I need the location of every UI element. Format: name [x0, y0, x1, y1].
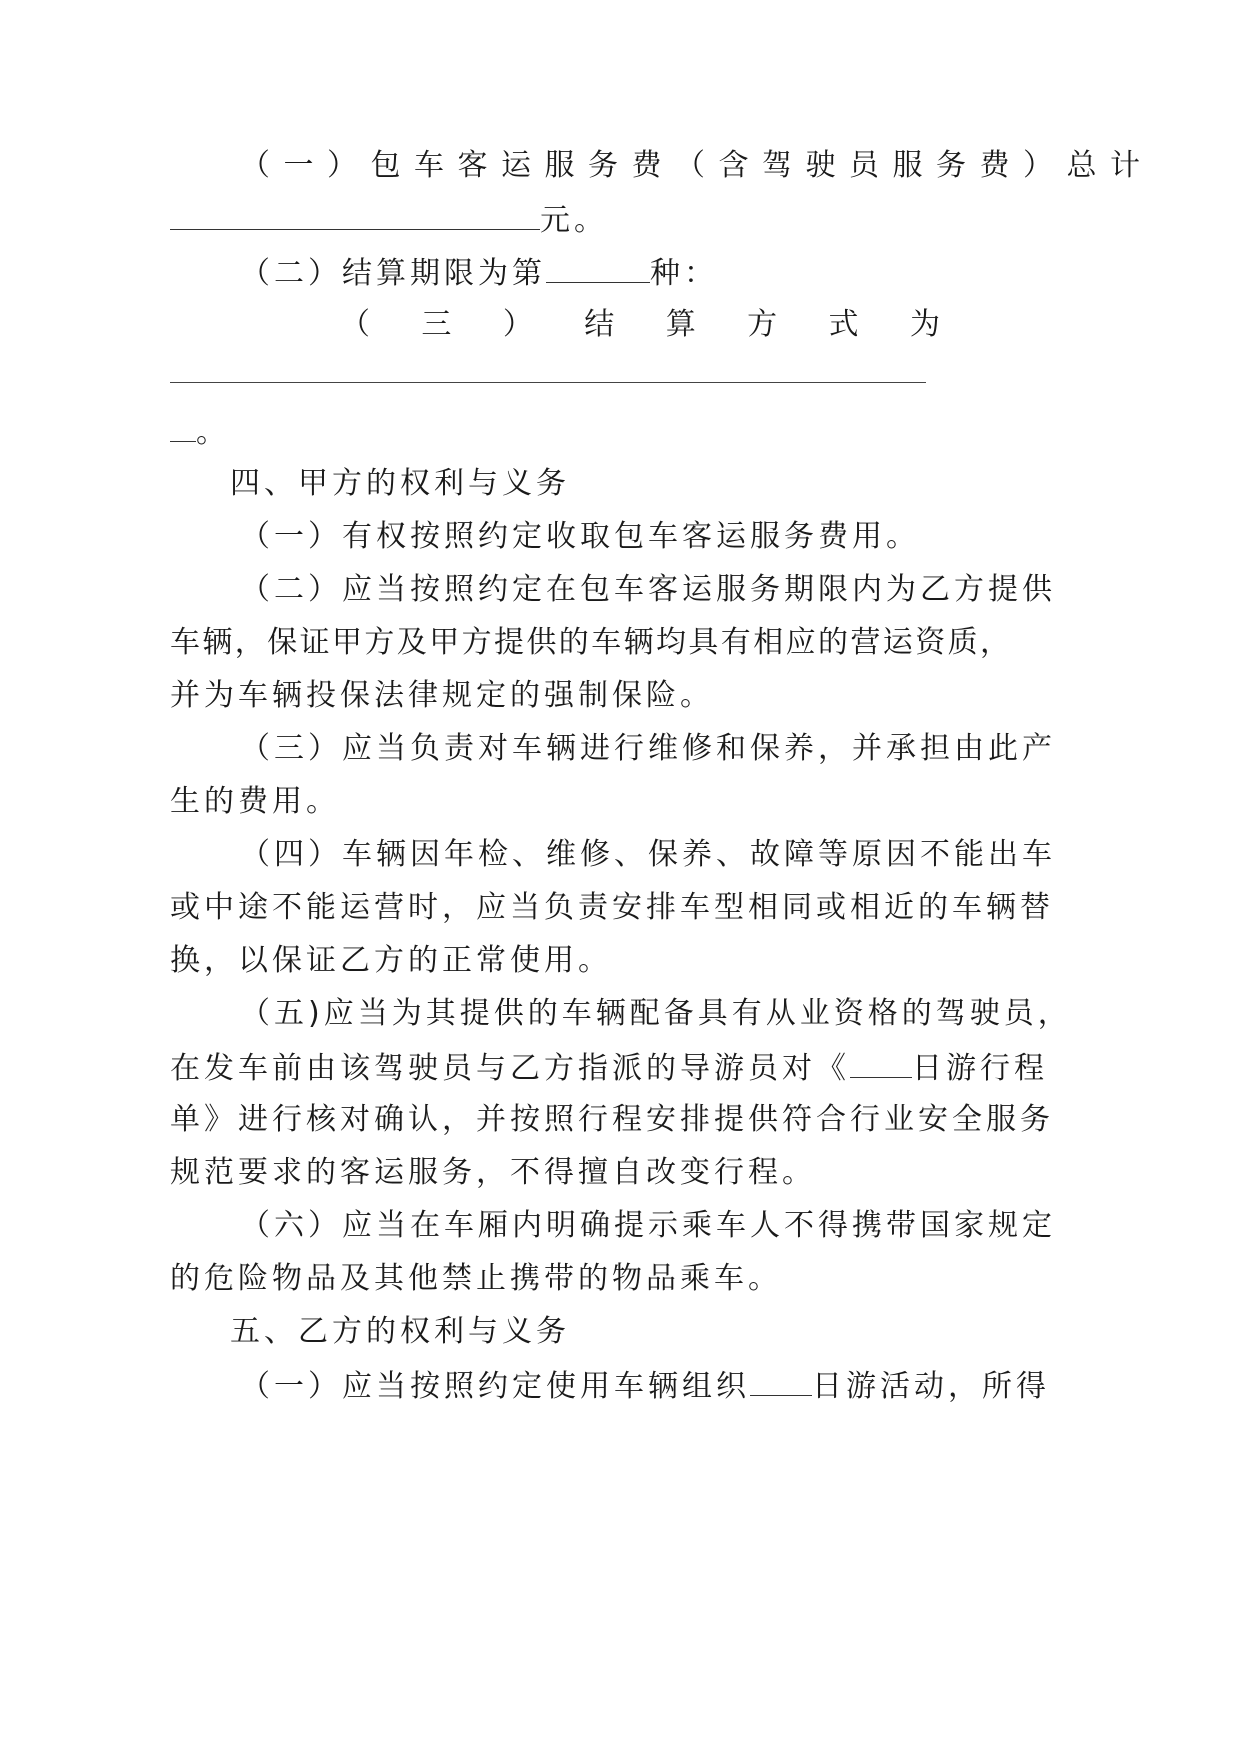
paragraph-text: 单》进行核对确认，并按照行程安排提供符合行业安全服务 — [170, 1102, 1054, 1137]
paragraph-text: （一）包车客运服务费（含驾驶员服务费）总计 — [240, 148, 1154, 183]
settlement-method-blank-end[interactable] — [170, 411, 196, 442]
section-4-p2-l3 — [170, 676, 714, 716]
paragraph-text: （二）结算期限为第 — [240, 256, 546, 291]
paragraph-text: 或中途不能运营时，应当负责安排车型相同或相近的车辆替 — [170, 890, 1054, 925]
paragraph-text: 种： — [650, 256, 718, 291]
amount-blank[interactable] — [170, 199, 540, 230]
paragraph-text: 生的费用。 — [170, 784, 340, 819]
section-4-p5-l1 — [240, 994, 1072, 1034]
section-4-p2-l2 — [170, 623, 1012, 663]
section-4-p5-l2 — [170, 1047, 1048, 1089]
paragraph-text: 日游活动，所得 — [812, 1369, 1050, 1404]
paragraph-text: 换，以保证乙方的正常使用。 — [170, 943, 612, 978]
spread-char: 方 — [747, 307, 778, 342]
paragraph-text: （六）应当在车厢内明确提示乘车人不得携带国家规定 — [240, 1208, 1056, 1243]
paragraph-text: （一）有权按照约定收取包车客运服务费用。 — [240, 519, 920, 554]
section-4-p3-l1 — [240, 729, 1056, 769]
tour-days-blank-2[interactable] — [750, 1365, 812, 1396]
spread-char: 结 — [584, 307, 615, 342]
section-4-p2-l1 — [240, 570, 1056, 610]
spread-char: （ — [340, 307, 370, 342]
spread-char: 为 — [909, 307, 940, 342]
section-4-p4-l2 — [170, 888, 1054, 928]
section-4-p3-l2 — [170, 782, 340, 822]
section-4-p6-l1 — [240, 1206, 1056, 1246]
paragraph-text: （二）应当按照约定在包车客运服务期限内为乙方提供 — [240, 572, 1056, 607]
item-2-line — [240, 252, 718, 294]
section-5-p1-l1 — [240, 1365, 1050, 1407]
paragraph-text: （一）应当按照约定使用车辆组织 — [240, 1369, 750, 1404]
section-4-heading — [230, 464, 570, 504]
paragraph-text: （四）车辆因年检、维修、保养、故障等原因不能出车 — [240, 837, 1056, 872]
paragraph-text: 。 — [196, 415, 230, 450]
item-3-line — [340, 305, 940, 345]
period-blank[interactable] — [546, 252, 650, 283]
paragraph-text: 元。 — [540, 203, 608, 238]
section-4-p5-l4 — [170, 1153, 816, 1193]
section-4-p5-l3 — [170, 1100, 1054, 1140]
paragraph-text: 规范要求的客运服务，不得擅自改变行程。 — [170, 1155, 816, 1190]
item-1-line-1 — [240, 146, 1154, 186]
paragraph-text: 并为车辆投保法律规定的强制保险。 — [170, 678, 714, 713]
item-3-end-line — [170, 411, 230, 453]
section-4-p4-l1 — [240, 835, 1056, 875]
section-4-p4-l3 — [170, 941, 612, 981]
spread-char: 三 — [421, 307, 452, 342]
heading-text: 五、乙方的权利与义务 — [230, 1314, 570, 1349]
item-1-line-2 — [170, 199, 608, 241]
tour-days-blank[interactable] — [850, 1047, 912, 1078]
paragraph-text: 车辆，保证甲方及甲方提供的车辆均具有相应的营运资质， — [170, 625, 1013, 660]
section-4-p1 — [240, 517, 920, 557]
paragraph-text: 在发车前由该驾驶员与乙方指派的导游员对《 — [170, 1051, 850, 1086]
heading-text: 四、甲方的权利与义务 — [230, 466, 570, 501]
paragraph-text: （五)应当为其提供的车辆配备具有从业资格的驾驶员， — [240, 996, 1072, 1031]
paragraph-text: 的危险物品及其他禁止携带的物品乘车。 — [170, 1261, 782, 1296]
section-4-p6-l2 — [170, 1259, 782, 1299]
paragraph-text: （三）应当负责对车辆进行维修和保养，并承担由此产 — [240, 731, 1056, 766]
spread-char: ） — [502, 307, 533, 342]
paragraph-text: 日游行程 — [912, 1051, 1048, 1086]
section-5-heading — [230, 1312, 570, 1352]
spread-char: 式 — [828, 307, 859, 342]
spread-char: 算 — [665, 307, 696, 342]
settlement-method-blank[interactable] — [170, 382, 926, 383]
